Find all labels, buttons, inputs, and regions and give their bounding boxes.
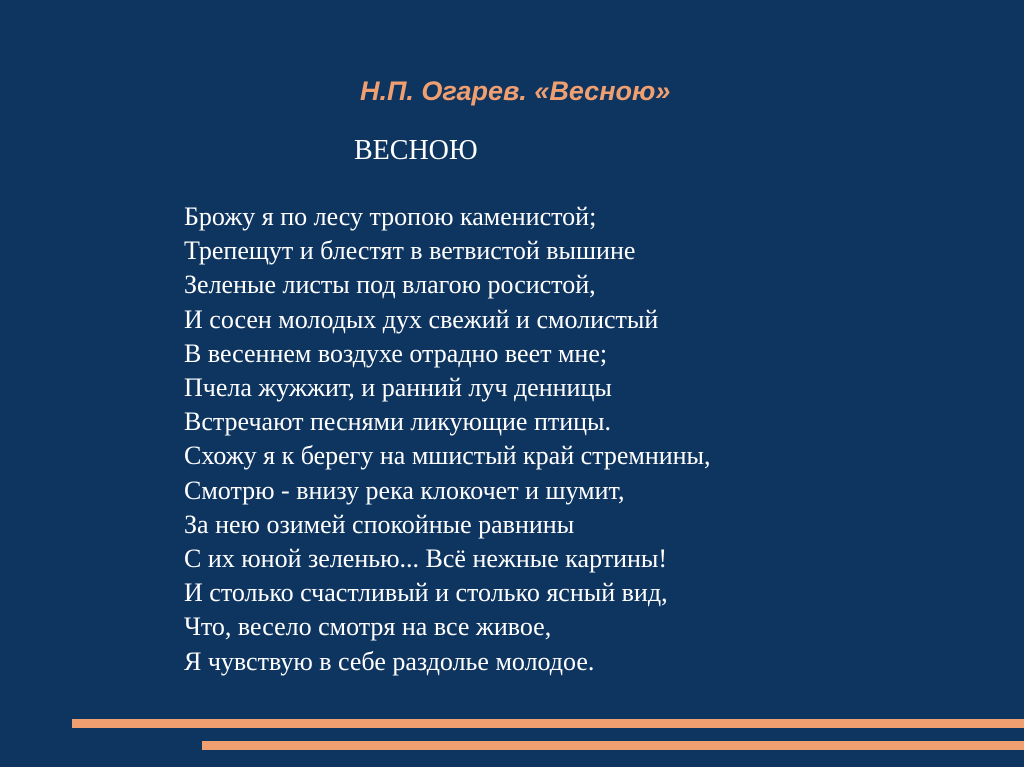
poem-line: За нею озимей спокойные равнины bbox=[184, 509, 575, 539]
decorative-rule-bottom bbox=[202, 741, 1024, 750]
poem-line: Я чувствую в себе раздолье молодое. bbox=[184, 646, 595, 676]
poem-line: И столько счастливый и столько ясный вид, bbox=[184, 578, 668, 608]
poem-line: Трепещут и блестят в ветвистой вышине bbox=[184, 236, 636, 266]
poem-line: Что, весело смотря на все живое, bbox=[184, 612, 552, 642]
poem-title: ВЕСНОЮ bbox=[354, 135, 478, 166]
poem-text bbox=[184, 200, 711, 679]
poem-line: Брожу я по лесу тропою каменистой; bbox=[184, 202, 597, 231]
poem-line: И сосен молодых дух свежий и смолистый bbox=[184, 304, 659, 334]
decorative-rule-top bbox=[72, 719, 1024, 728]
slide-title: Н.П. Огарев. «Весною» bbox=[360, 76, 671, 106]
poem-line: В весеннем воздухе отрадно веет мне; bbox=[184, 338, 608, 368]
poem-line: Пчела жужжит, и ранний луч денницы bbox=[184, 373, 612, 403]
poem-line: Встречают песнями ликующие птицы. bbox=[184, 407, 612, 437]
poem-line: С их юной зеленью... Всё нежные картины! bbox=[184, 544, 668, 574]
poem-line: Схожу я к берегу на мшистый край стремнины, bbox=[184, 441, 711, 471]
poem-line: Зеленые листы под влагою росистой, bbox=[184, 270, 596, 300]
poem-line: Смотрю - внизу река клокочет и шумит, bbox=[184, 475, 625, 505]
